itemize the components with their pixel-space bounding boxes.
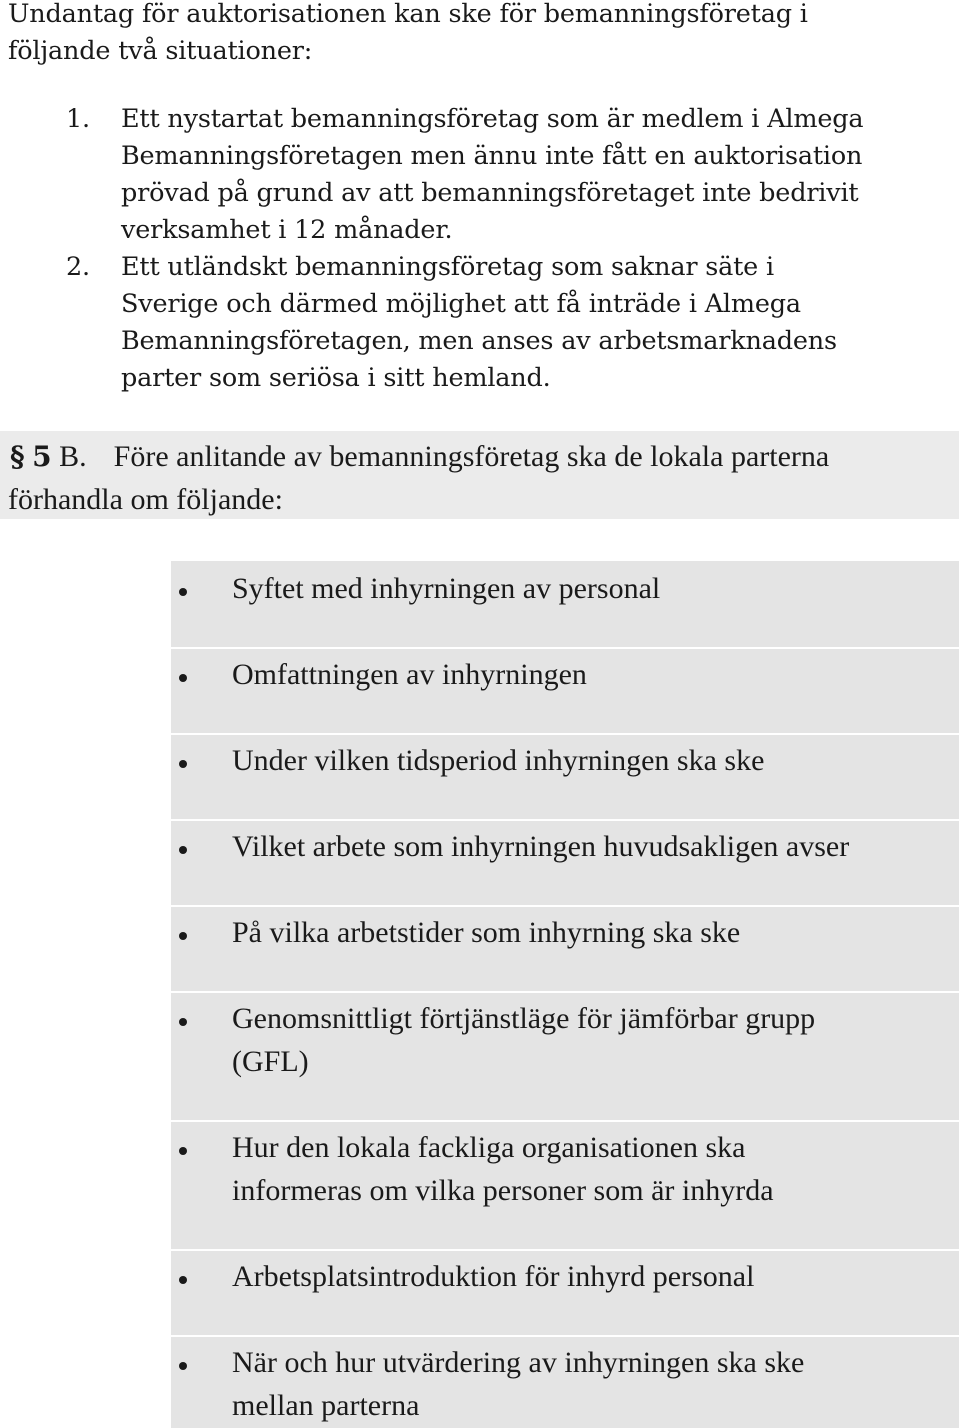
section-number: 5 [32,440,52,473]
list-item [171,561,959,647]
list-item-line: Syftet med inhyrningen av personal [232,572,661,605]
list-item [171,1251,959,1335]
bullet-icon [179,932,187,940]
bullet-icon [179,1362,187,1370]
list-item-line: informeras om vilka personer som är inhyrda [232,1174,774,1207]
list-item [171,993,959,1120]
section-text-2: förhandla om följande: [8,483,283,516]
item-line: Ett nystartat bemanningsföretag som är medlem i Almega [121,104,864,134]
list-item-line: Arbetsplatsintroduktion för inhyrd personal [232,1260,755,1293]
item-line: Ett utländskt bemanningsföretag som saknar säte i [121,252,774,282]
item-number: 1. [66,104,90,134]
section-symbol: § [10,440,25,473]
item-number: 2. [66,252,90,282]
list-item [171,821,959,905]
bullet-icon [179,674,187,682]
section-text-1: Före anlitande av bemanningsföretag ska de lokala parterna [113,440,830,473]
intro-paragraph [8,0,953,70]
list-item-line: (GFL) [232,1045,309,1078]
list-item-line: Omfattningen av inhyrningen [232,658,587,691]
list-item-line: mellan parterna [232,1389,420,1422]
list-item-line: När och hur utvärdering av inhyrningen ska ske [232,1346,805,1379]
intro-line-2: följande två situationer: [8,36,313,66]
bullet-icon [179,846,187,854]
numbered-item [0,101,955,249]
bullet-icon [179,760,187,768]
numbered-item [0,249,955,397]
list-item [171,1337,959,1428]
item-line: Bemanningsföretagen men ännu inte fått en auktorisation [121,141,863,171]
item-line: Bemanningsföretagen, men anses av arbetsmarknadens [121,326,837,356]
list-item-line: Genomsnittligt förtjänstläge för jämförbar grupp [232,1002,816,1035]
item-line: Sverige och därmed möjlighet att få inträde i Almega [121,289,801,319]
item-line: parter som seriösa i sitt hemland. [121,363,551,393]
intro-line-1: Undantag för auktorisationen kan ske för bemanningsföretag i [8,0,808,29]
bullet-icon [179,1276,187,1284]
list-item [171,649,959,733]
bullet-list [171,561,959,1428]
list-item-line: Vilket arbete som inhyrningen huvudsakligen avser [232,830,850,863]
section-letter: B. [59,440,87,473]
item-line: verksamhet i 12 månader. [121,215,453,245]
bullet-icon [179,588,187,596]
list-item-line: Hur den lokala fackliga organisationen ska [232,1131,746,1164]
item-line: prövad på grund av att bemanningsföretaget inte bedrivit [121,178,859,208]
list-item-line: På vilka arbetstider som inhyrning ska ske [232,916,741,949]
bullet-icon [179,1147,187,1155]
section-heading [0,431,959,519]
list-item-line: Under vilken tidsperiod inhyrningen ska ske [232,744,765,777]
list-item [171,735,959,819]
section-heading-line-1 [8,435,953,478]
list-item [171,1122,959,1249]
bullet-icon [179,1018,187,1026]
numbered-list [0,101,955,397]
list-item [171,907,959,991]
